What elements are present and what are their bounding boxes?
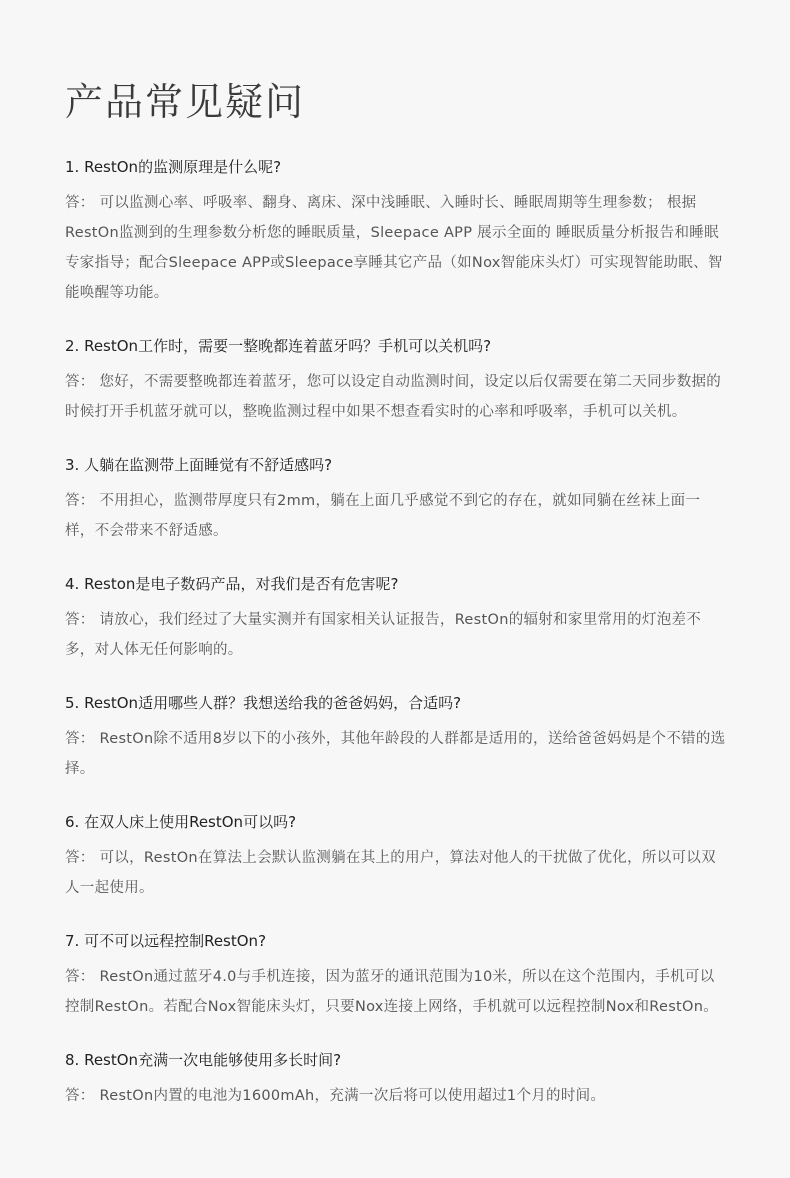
faq-question: 6. 在双人床上使用RestOn可以吗? (65, 813, 297, 831)
page-title: 产品常见疑问 (65, 80, 306, 124)
faq-answer: 答： 不用担心，监测带厚度只有2mm，躺在上面几乎感觉不到它的存在，就如同躺在丝袜上面一样，不会带来不舒适感。 (65, 493, 701, 539)
faq-item (65, 693, 727, 784)
faq-answer: 答： 可以监测心率、呼吸率、翻身、离床、深中浅睡眠、入睡时长、睡眠周期等生理参数； 根据RestOn监测到的生理参数分析您的睡眠质量，Sleepace APP 展示全面的 睡眠质量分析报告和睡眠专家指导；配合Sleepace APP或Sleepace享睡其它产品（如Nox智能床头灯）可实现智能助眠、智能唤醒等功能。 (65, 195, 723, 301)
faq-question: 8. RestOn充满一次电能够使用多长时间? (65, 1051, 342, 1069)
faq-answer: 答： 您好，不需要整晚都连着蓝牙，您可以设定自动监测时间，设定以后仅需要在第二天同步数据的时候打开手机蓝牙就可以，整晚监测过程中如果不想查看实时的心率和呼吸率，手机可以关机。 (65, 374, 722, 420)
faq-question: 4. Reston是电子数码产品，对我们是否有危害呢? (65, 575, 399, 593)
faq-item (65, 157, 727, 308)
faq-answer: 答： 请放心，我们经过了大量实测并有国家相关认证报告，RestOn的辐射和家里常用的灯泡差不多，对人体无任何影响的。 (65, 612, 702, 658)
faq-answer: 答： RestOn通过蓝牙4.0与手机连接，因为蓝牙的通讯范围为10米，所以在这个范围内，手机可以控制RestOn。若配合Nox智能床头灯，只要Nox连接上网络，手机就可以远程控制Nox和RestOn。 (65, 969, 719, 1015)
faq-item (65, 812, 727, 903)
faq-item (65, 336, 727, 427)
faq-item (65, 931, 727, 1022)
faq-question: 3. 人躺在监测带上面睡觉有不舒适感吗? (65, 456, 333, 474)
faq-question: 2. RestOn工作时，需要一整晚都连着蓝牙吗？手机可以关机吗? (65, 337, 492, 355)
faq-item (65, 1050, 727, 1111)
faq-question: 7. 可不可以远程控制RestOn? (65, 932, 267, 950)
faq-question: 5. RestOn适用哪些人群？我想送给我的爸爸妈妈，合适吗? (65, 694, 462, 712)
faq-answer: 答： RestOn内置的电池为1600mAh，充满一次后将可以使用超过1个月的时间。 (65, 1088, 606, 1104)
faq-question: 1. RestOn的监测原理是什么呢? (65, 158, 282, 176)
faq-item (65, 574, 727, 665)
faq-answer: 答： 可以，RestOn在算法上会默认监测躺在其上的用户，算法对他人的干扰做了优化，所以可以双人一起使用。 (65, 850, 716, 896)
faq-list (65, 157, 727, 1111)
faq-item (65, 455, 727, 546)
faq-answer: 答： RestOn除不适用8岁以下的小孩外，其他年龄段的人群都是适用的，送给爸爸妈妈是个不错的选择。 (65, 731, 726, 777)
